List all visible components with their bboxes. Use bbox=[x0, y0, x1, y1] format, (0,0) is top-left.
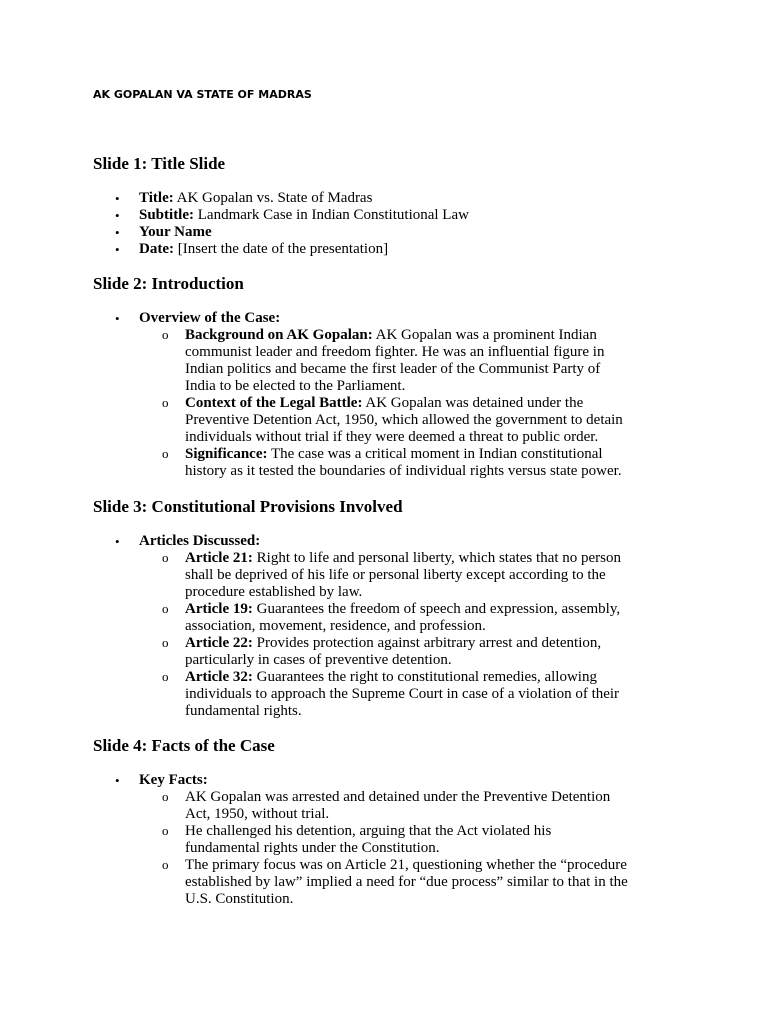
sub-item-label: Significance: bbox=[185, 446, 268, 462]
item-label: Overview of the Case: bbox=[139, 310, 281, 326]
bullet-icon: • bbox=[115, 225, 120, 240]
slide-2-sublist bbox=[139, 327, 629, 480]
sub-item-text: Guarantees the right to constitutional remedies, allowing individuals to approach the Supreme Court in case of a violation of their fundamental rights. bbox=[185, 669, 620, 719]
sub-item-label: Article 19: bbox=[185, 601, 253, 617]
slide-4-heading: Slide 4: Facts of the Case bbox=[93, 736, 275, 755]
sub-item-label: Background on AK Gopalan: bbox=[185, 327, 373, 343]
sub-item-label: Article 22: bbox=[185, 635, 253, 651]
circle-bullet-icon: o bbox=[162, 635, 169, 650]
bullet-icon: • bbox=[115, 208, 120, 223]
list-item bbox=[93, 772, 693, 908]
item-text: Landmark Case in Indian Constitutional Law bbox=[194, 207, 469, 223]
sub-item-text: AK Gopalan was a prominent Indian communist leader and freedom fighter. He was an influential figure in Indian politics and became the first leader of the Communist Party of India to be elected to the Parliament. bbox=[185, 327, 605, 394]
sub-list-item bbox=[139, 635, 629, 669]
circle-bullet-icon: o bbox=[162, 550, 169, 565]
slide-1-heading: Slide 1: Title Slide bbox=[93, 154, 226, 173]
slide-1-list bbox=[93, 190, 693, 258]
item-label: Date: bbox=[139, 241, 174, 257]
section-slide-3 bbox=[93, 496, 693, 720]
sub-list-item bbox=[139, 327, 629, 395]
sub-list-item bbox=[139, 789, 629, 823]
bullet-icon: • bbox=[115, 191, 120, 206]
list-item bbox=[93, 241, 693, 258]
list-item bbox=[93, 190, 693, 207]
list-item bbox=[93, 207, 693, 224]
sub-item-label: Article 21: bbox=[185, 550, 253, 566]
slide-3-list bbox=[93, 533, 693, 720]
item-label: Key Facts: bbox=[139, 772, 208, 788]
item-label: Articles Discussed: bbox=[139, 533, 261, 549]
section-slide-1 bbox=[93, 153, 693, 258]
bullet-icon: • bbox=[115, 242, 120, 257]
slide-2-list bbox=[93, 310, 693, 480]
circle-bullet-icon: o bbox=[162, 601, 169, 616]
sub-item-text: The primary focus was on Article 21, questioning whether the “procedure established by law” implied a need for “due process” similar to that in the U.S. Constitution. bbox=[185, 857, 628, 907]
slide-3-heading: Slide 3: Constitutional Provisions Involved bbox=[93, 497, 403, 516]
sub-list-item bbox=[139, 669, 629, 720]
sub-item-text: Right to life and personal liberty, which states that no person shall be deprived of his life or personal liberty except according to the procedure established by law. bbox=[185, 550, 622, 600]
sub-item-text: Provides protection against arbitrary arrest and detention, particularly in cases of preventive detention. bbox=[185, 635, 602, 668]
sub-list-item bbox=[139, 601, 629, 635]
bullet-icon: • bbox=[115, 773, 120, 788]
circle-bullet-icon: o bbox=[162, 789, 169, 804]
circle-bullet-icon: o bbox=[162, 823, 169, 838]
sub-item-text: AK Gopalan was arrested and detained under the Preventive Detention Act, 1950, without trial. bbox=[185, 789, 611, 822]
list-item bbox=[93, 310, 693, 480]
sub-item-text: AK Gopalan was detained under the Preventive Detention Act, 1950, which allowed the government to detain individuals without trial if they were deemed a threat to public order. bbox=[185, 395, 623, 445]
sub-list-item bbox=[139, 395, 629, 446]
sub-list-item bbox=[139, 857, 629, 908]
sub-list-item bbox=[139, 446, 629, 480]
sub-list-item bbox=[139, 550, 629, 601]
item-label: Your Name bbox=[139, 224, 212, 240]
slide-4-list bbox=[93, 772, 693, 908]
sub-list-item bbox=[139, 823, 629, 857]
item-text: [Insert the date of the presentation] bbox=[173, 241, 389, 257]
sub-item-text: Guarantees the freedom of speech and expression, assembly, association, movement, residence, and profession. bbox=[185, 601, 621, 634]
slide-3-sublist bbox=[139, 550, 629, 720]
sub-item-text: He challenged his detention, arguing that the Act violated his fundamental rights under the Constitution. bbox=[185, 823, 552, 856]
item-label: Title: bbox=[139, 190, 174, 206]
sub-item-label: Context of the Legal Battle: bbox=[185, 395, 363, 411]
slide-4-sublist bbox=[139, 789, 629, 908]
circle-bullet-icon: o bbox=[162, 395, 169, 410]
section-slide-2 bbox=[93, 273, 693, 480]
circle-bullet-icon: o bbox=[162, 446, 169, 461]
bullet-icon: • bbox=[115, 311, 120, 326]
circle-bullet-icon: o bbox=[162, 669, 169, 684]
section-slide-4 bbox=[93, 735, 693, 908]
sub-item-text: The case was a critical moment in Indian constitutional history as it tested the boundaries of individual rights versus state power. bbox=[185, 446, 622, 479]
bullet-icon: • bbox=[115, 534, 120, 549]
item-text: AK Gopalan vs. State of Madras bbox=[173, 190, 373, 206]
list-item bbox=[93, 224, 693, 241]
circle-bullet-icon: o bbox=[162, 327, 169, 342]
slide-2-heading: Slide 2: Introduction bbox=[93, 274, 244, 293]
item-label: Subtitle: bbox=[139, 207, 195, 223]
document-title: AK GOPALAN VA STATE OF MADRAS bbox=[93, 88, 312, 101]
list-item bbox=[93, 533, 693, 720]
circle-bullet-icon: o bbox=[162, 857, 169, 872]
sub-item-label: Article 32: bbox=[185, 669, 253, 685]
